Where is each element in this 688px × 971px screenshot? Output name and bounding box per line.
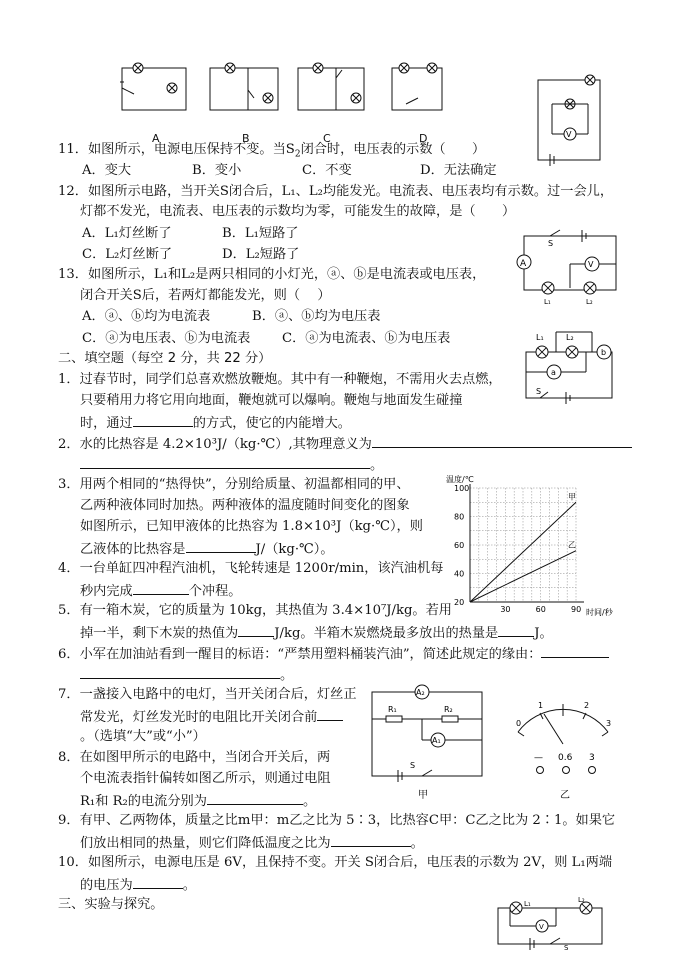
section-2-heading: 二、填空题（每空 2 分，共 22 分）	[58, 351, 272, 366]
q12-voltmeter-label: V	[588, 260, 594, 269]
f2-blank-b[interactable]	[80, 455, 370, 469]
meter-scale-2: 2	[584, 701, 590, 710]
f9-blank[interactable]	[331, 833, 411, 847]
meter-terminal-3: 3	[589, 753, 595, 763]
q13-circuit	[516, 322, 626, 404]
jia-switch-label: S	[410, 761, 416, 770]
q11-option-d: D．无法确定	[420, 163, 497, 178]
chart-y-tick-20: 20	[454, 598, 465, 607]
f2-line2: 。	[80, 455, 383, 475]
f6-line1: 6．小军在加油站看到一醒目的标语：“严禁用塑料桶装汽油”，简述此规定的缘由：	[58, 644, 609, 664]
q12-option-a: A．L₁灯丝断了	[82, 226, 172, 241]
f7-line1: 7．一盏接入电路中的电灯，当开关闭合后，灯丝正	[58, 687, 357, 702]
q13-stem-line2: 闭合开关S后，若两灯都能发光，则（ ）	[80, 288, 331, 303]
f1-line1: 1．过春节时，同学们总喜欢燃放鞭炮。其中有一种鞭炮，不需用火去点燃，	[58, 372, 502, 387]
q13-l1-label: L₁	[536, 333, 544, 342]
f1-blank[interactable]	[133, 413, 193, 427]
meter-scale-1: 1	[538, 701, 544, 710]
chart-y-tick-80: 80	[454, 512, 465, 522]
chart-y-tick-40: 40	[454, 569, 465, 579]
figure-label-c: C	[323, 132, 331, 145]
chart-series-label-0: 甲	[568, 492, 576, 502]
q13-option-a: A．ⓐ、ⓑ均为电流表	[82, 309, 211, 324]
f4-blank[interactable]	[133, 581, 189, 595]
f3-line1: 3．用两个相同的“热得快”，分别给质量、初温都相同的甲、	[58, 477, 410, 492]
jia-a2-label: A₂	[416, 688, 425, 697]
f8-blank[interactable]	[207, 791, 303, 805]
q13-option-b: B．ⓐ、ⓑ均为电压表	[252, 309, 381, 324]
chart-xlabel: 时间/秒	[586, 608, 613, 617]
f10-line2: 的电压为 。	[80, 875, 196, 895]
f10-circuit	[490, 896, 610, 952]
f4-line2: 秒内完成 个冲程。	[80, 581, 242, 601]
f6-blank-b[interactable]	[80, 665, 280, 679]
jia-r1-label: R₁	[388, 705, 397, 714]
q12-l1-label: L₁	[544, 298, 551, 306]
f8-line1: 8．在如图甲所示的电路中，当闭合开关后，两	[58, 750, 331, 765]
q11-option-a: A．变大	[82, 163, 132, 178]
q13-meter-b-label: b	[601, 348, 607, 357]
figure-label-a: A	[152, 132, 160, 145]
section-3-heading: 三、实验与探究。	[58, 897, 164, 912]
q12-circuit	[512, 226, 624, 306]
f5-line1: 5．有一箱木炭，它的质量为 10kg，其热值为 3.4×10⁷J/kg。若用	[58, 603, 452, 618]
bottom-switch-label: S	[564, 944, 569, 952]
figure-label-b: B	[242, 132, 250, 145]
f5-blank-b[interactable]	[498, 623, 534, 637]
f2-blank-a[interactable]	[372, 434, 632, 448]
f10-blank[interactable]	[133, 875, 183, 889]
f5-blank-a[interactable]	[238, 623, 274, 637]
jia-r2-label: R₂	[444, 705, 453, 714]
jia-a1-label: A₁	[432, 736, 441, 745]
top-circuit-figures	[110, 58, 460, 148]
q12-option-d: D．L₂短路了	[222, 247, 300, 262]
f4-line1: 4．一台单缸四冲程汽油机，飞轮转速是 1200r/min，该汽油机每	[58, 561, 444, 576]
jia-caption: 甲	[418, 790, 428, 801]
f10-line1: 10．如图所示，电源电压是 6V，且保持不变。开关 S闭合后，电压表的示数为 2V，则 L₁两端	[58, 855, 613, 870]
chart-y-tick-60: 60	[454, 541, 465, 550]
f7-line2: 常发光，灯丝发光时的电阻比开关闭合前	[80, 707, 343, 727]
q12-switch-label: S	[548, 239, 554, 248]
f3-line3: 如图所示，已知甲液体的比热容为 1.8×10³J（kg·℃），则	[80, 519, 423, 534]
q11-option-c: C．不变	[302, 163, 352, 178]
f1-line2: 只要稍用力将它用向地面，鞭炮就可以爆响。鞭炮与地面发生碰撞	[80, 393, 463, 408]
f8-line3: R₁和 R₂的电流分别为 。	[80, 791, 316, 811]
f3-blank[interactable]	[186, 539, 256, 553]
f7-blank[interactable]	[317, 707, 343, 721]
f9-line2: 们放出相同的热量，则它们降低温度之比为 。	[80, 833, 424, 853]
q13-stem-line1: 13．如图所示，L₁和L₂是两只相同的小灯光，ⓐ、ⓑ是电流表或电压表，	[58, 267, 486, 282]
q12-stem-line1: 12．如图所示电路，当开关S闭合后，L₁、L₂均能发光。电流表、电压表均有示数。过一会儿，	[58, 184, 614, 199]
f6-line2: 。	[80, 665, 293, 685]
q12-stem-line2: 灯都不发光，电流表、电压表的示数均为零，可能发生的故障，是（ ）	[80, 204, 516, 219]
q13-switch-label: S	[536, 387, 542, 396]
meter-yi	[504, 686, 622, 804]
meter-scale-3: 3	[606, 719, 612, 728]
q11-stem: 11．如图所示，电源电压保持不变。当$S_2$闭合时，电压表的示数（ ）	[58, 142, 486, 160]
q13-l2-label: L₂	[566, 333, 574, 342]
chart-x-tick-30: 30	[500, 605, 511, 614]
f1-line3: 时，通过 的方式，使它的内能增大。	[80, 413, 351, 433]
circuit-jia	[362, 678, 492, 804]
q13-option-d: C．ⓐ为电流表、ⓑ为电压表	[282, 331, 451, 346]
bottom-voltmeter-label: V	[539, 923, 544, 931]
temperature-time-chart	[444, 470, 624, 620]
f3-line4: 乙液体的比热容是 J/（kg·℃）。	[80, 539, 334, 559]
f2-line1: 2．水的比热容是 4.2×10³J/（kg·℃）,其物理意义为	[58, 434, 632, 454]
f8-line2: 个电流表指针偏转如图乙所示，则通过电阻	[80, 771, 331, 786]
q12-ammeter-label: A	[520, 259, 527, 269]
bottom-l2-label: L₂	[578, 896, 585, 904]
chart-ylabel: 温度/℃	[446, 475, 474, 484]
chart-x-tick-90: 90	[571, 605, 582, 614]
yi-caption: 乙	[560, 790, 570, 801]
figure-label-d: D	[419, 132, 428, 145]
q12-option-c: C．L₂灯丝断了	[82, 247, 173, 262]
f5-line2: 掉一半，剩下木炭的热值为 J/kg。半箱木炭燃烧最多放出的热量是 J。	[80, 623, 553, 643]
q13-meter-a-label: a	[551, 368, 556, 377]
f6-blank-a[interactable]	[541, 644, 609, 658]
q11-circuit	[520, 70, 610, 170]
meter-scale-0: 0	[516, 719, 522, 728]
meter-terminal-neg: —	[534, 753, 543, 763]
q13-option-c: C．ⓐ为电压表、ⓑ为电流表	[82, 331, 251, 346]
chart-x-tick-60: 60	[535, 605, 546, 614]
q12-option-b: B．L₁短路了	[222, 226, 299, 241]
f7-line3: 。（选填“大”或“小”）	[80, 729, 206, 744]
f9-line1: 9．有甲、乙两物体，质量之比m甲：m乙之比为 5∶3，比热容C甲：C乙之比为 2∶1。如果它	[58, 813, 616, 828]
q11-voltmeter-label: V	[566, 130, 572, 139]
bottom-l1-label: L₁	[524, 900, 531, 908]
meter-terminal-06: 0.6	[558, 753, 573, 763]
q12-l2-label: L₂	[586, 298, 593, 306]
q11-option-b: B．变小	[192, 163, 242, 178]
chart-y-tick-100: 100	[454, 484, 470, 493]
chart-series-label-1: 乙	[568, 540, 576, 550]
f3-line2: 乙两种液体同时加热。两种液体的温度随时间变化的图象	[80, 498, 410, 513]
